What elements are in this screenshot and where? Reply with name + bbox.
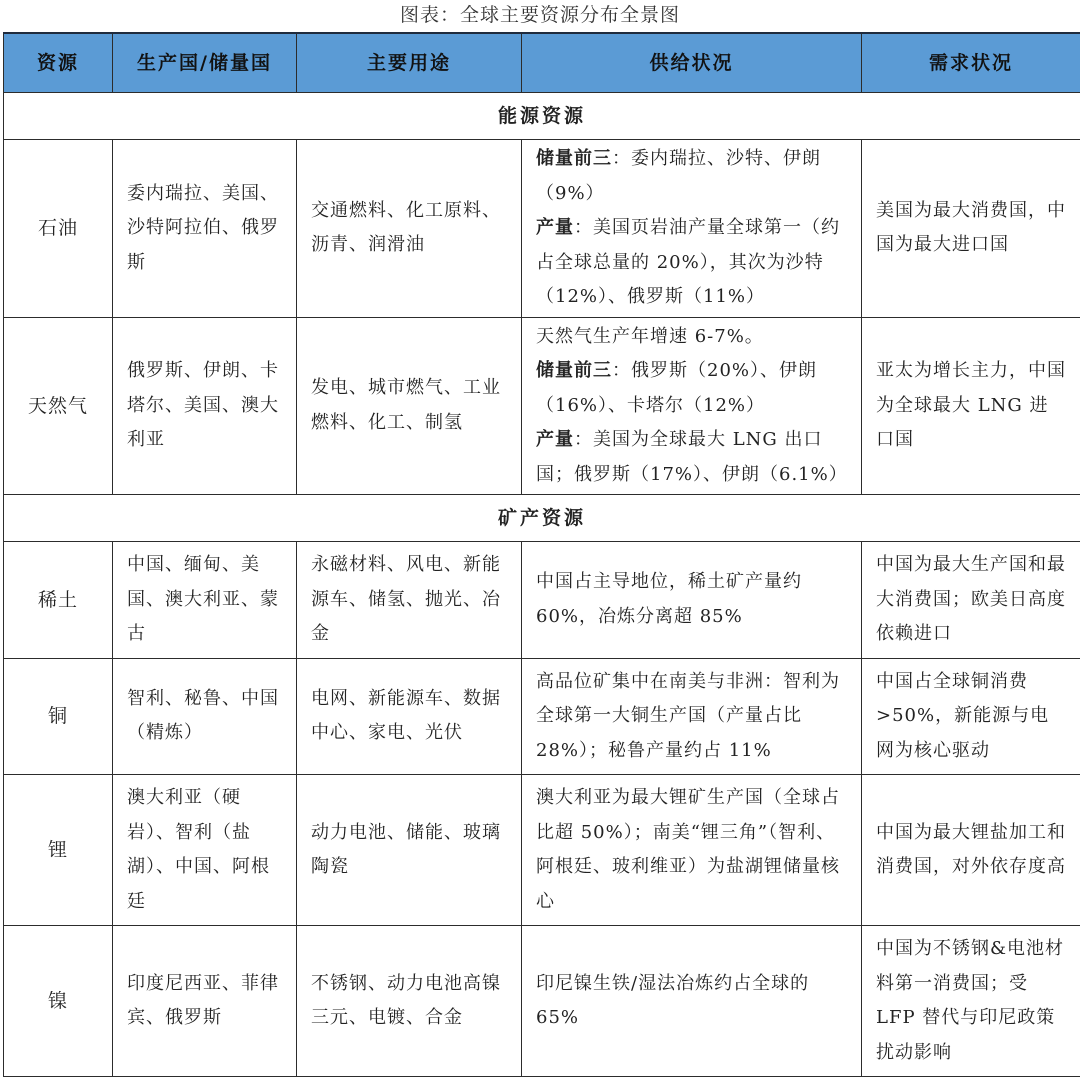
producers-cell: 俄罗斯、伊朗、卡塔尔、美国、澳大利亚 xyxy=(113,317,297,495)
uses-cell: 永磁材料、风电、新能源车、储氢、抛光、冶金 xyxy=(297,542,522,659)
section-title-mineral: 矿产资源 xyxy=(4,495,1080,542)
supply-cell xyxy=(522,317,862,495)
section-title-energy: 能源资源 xyxy=(4,93,1080,140)
header-uses: 主要用途 xyxy=(297,33,522,93)
producers-cell: 印度尼西亚、菲律宾、俄罗斯 xyxy=(113,926,297,1077)
supply-output-label: 产量 xyxy=(536,217,574,238)
supply-output-label: 产量 xyxy=(536,429,574,450)
header-supply: 供给状况 xyxy=(522,33,862,93)
table-row-lithium xyxy=(4,775,1080,926)
resource-cell: 稀土 xyxy=(4,542,113,659)
resource-cell: 铜 xyxy=(4,658,113,775)
supply-output-text: ：美国页岩油产量全球第一（约占全球总量的 20%），其次为沙特（12%）、俄罗斯（11%） xyxy=(536,217,840,307)
header-producers: 生产国/储量国 xyxy=(113,33,297,93)
demand-cell: 中国占全球铜消费>50%，新能源与电网为核心驱动 xyxy=(862,658,1080,775)
supply-cell xyxy=(522,140,862,318)
uses-cell: 交通燃料、化工原料、沥青、润滑油 xyxy=(297,140,522,318)
uses-cell: 电网、新能源车、数据中心、家电、光伏 xyxy=(297,658,522,775)
section-row-energy xyxy=(4,93,1080,140)
supply-cell: 高品位矿集中在南美与非洲：智利为全球第一大铜生产国（产量占比 28%）；秘鲁产量约占 11% xyxy=(522,658,862,775)
table-row-nickel xyxy=(4,926,1080,1077)
table-row-oil xyxy=(4,140,1080,318)
supply-intro: 天然气生产年增速 6-7%。 xyxy=(536,326,764,347)
uses-cell: 动力电池、储能、玻璃陶瓷 xyxy=(297,775,522,926)
section-row-mineral xyxy=(4,495,1080,542)
supply-reserve-label: 储量前三 xyxy=(536,360,612,381)
resource-table xyxy=(3,32,1080,1077)
resource-cell: 石油 xyxy=(4,140,113,318)
table-row-gas xyxy=(4,317,1080,495)
uses-cell: 发电、城市燃气、工业燃料、化工、制氢 xyxy=(297,317,522,495)
supply-cell: 印尼镍生铁/湿法冶炼约占全球的 65% xyxy=(522,926,862,1077)
header-demand: 需求状况 xyxy=(862,33,1080,93)
demand-cell: 亚太为增长主力，中国为全球最大 LNG 进口国 xyxy=(862,317,1080,495)
producers-cell: 中国、缅甸、美国、澳大利亚、蒙古 xyxy=(113,542,297,659)
supply-cell: 中国占主导地位，稀土矿产量约 60%，冶炼分离超 85% xyxy=(522,542,862,659)
header-row xyxy=(4,33,1080,93)
table-row-copper xyxy=(4,658,1080,775)
supply-cell: 澳大利亚为最大锂矿生产国（全球占比超 50%）；南美“锂三角”（智利、阿根廷、玻利维亚）为盐湖锂储量核心 xyxy=(522,775,862,926)
demand-cell: 中国为不锈钢&电池材料第一消费国；受 LFP 替代与印尼政策扰动影响 xyxy=(862,926,1080,1077)
supply-reserve-text: ：委内瑞拉、沙特、伊朗（9%） xyxy=(536,148,821,204)
producers-cell: 澳大利亚（硬岩）、智利（盐湖）、中国、阿根廷 xyxy=(113,775,297,926)
demand-cell: 中国为最大锂盐加工和消费国，对外依存度高 xyxy=(862,775,1080,926)
header-resource: 资源 xyxy=(4,33,113,93)
demand-cell: 美国为最大消费国，中国为最大进口国 xyxy=(862,140,1080,318)
uses-cell: 不锈钢、动力电池高镍三元、电镀、合金 xyxy=(297,926,522,1077)
producers-cell: 委内瑞拉、美国、沙特阿拉伯、俄罗斯 xyxy=(113,140,297,318)
table-caption: 图表：全球主要资源分布全景图 xyxy=(0,0,1080,30)
producers-cell: 智利、秘鲁、中国（精炼） xyxy=(113,658,297,775)
resource-cell: 天然气 xyxy=(4,317,113,495)
resource-cell: 镍 xyxy=(4,926,113,1077)
resource-cell: 锂 xyxy=(4,775,113,926)
table-row-rare-earth xyxy=(4,542,1080,659)
demand-cell: 中国为最大生产国和最大消费国；欧美日高度依赖进口 xyxy=(862,542,1080,659)
supply-output-text: ：美国为全球最大 LNG 出口国；俄罗斯（17%）、伊朗（6.1%） xyxy=(536,429,848,485)
supply-reserve-text: ：俄罗斯（20%）、伊朗（16%）、卡塔尔（12%） xyxy=(536,360,817,416)
supply-reserve-label: 储量前三 xyxy=(536,148,612,169)
